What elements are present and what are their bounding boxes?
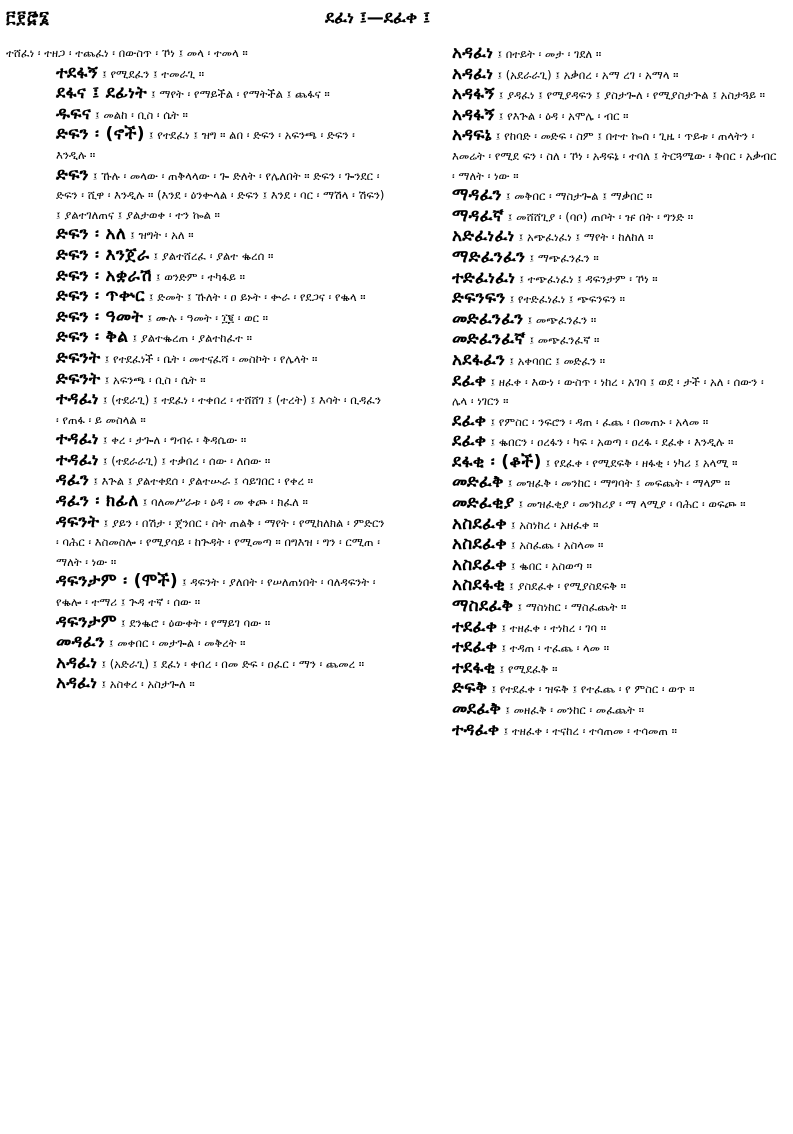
dictionary-entry: [6, 572, 386, 612]
entry-headword: ማድፈንፈን: [452, 246, 526, 267]
entry-headword: ተዳፈቀ: [452, 719, 500, 740]
entry-headword: ተደፋቂ: [452, 657, 496, 678]
entry-headword: ተዳፈነ: [56, 429, 99, 450]
entry-definition: ፤ የእጕል ፡ ዕዳ ፡ አሞሌ ፡ ብር ።: [498, 108, 629, 123]
dictionary-entry: [6, 674, 386, 695]
entry-definition: ፤ ተጭፈነፈነ ፤ ዳፍንታም ፡ ኾነ ።: [519, 271, 658, 286]
entry-headword: ደፈቀ: [452, 431, 487, 452]
dictionary-entry: [6, 308, 386, 329]
entry-headword: አዳፈነ: [56, 673, 98, 694]
entry-headword: መድፈቂያ: [452, 493, 515, 514]
entry-definition: ፤ ዘፈቀ ፡ እውነ ፡ ውስጥ ፡ ነከረ ፡ አገባ ፤ ወደ ፡ ታች ፡ አለ ፡ ሰውን ፡ ሌላ ፡ ነገርን ።: [452, 374, 764, 409]
dictionary-entry: [402, 700, 782, 721]
entry-headword: አስደፈቀ: [452, 554, 507, 575]
entry-definition: ፤ መጭፈንፈን ።: [527, 312, 597, 327]
entry-definition: ፤ አፍንጫ ፡ ቢስ ፡ ሴት ።: [104, 372, 206, 387]
entry-definition: ፤ የምስር ፡ ንፍሮን ፡ ዳጠ ፡ ፈጨ ፡ በመጠኑ ፡ አላመ ።: [490, 414, 709, 429]
entry-definition: ፤ መጭፈንፈኛ ።: [529, 333, 600, 348]
entry-definition: ፤ መሸሸጊያ ፡ (ባቦ) ጠቦት ፡ ዡ በት ፡ ግንድ ።: [507, 209, 694, 224]
entry-definition: ፤ (ተደራራጊ) ፤ ተቃበረ ፡ ሰው ፡ ለሰው ።: [102, 453, 271, 468]
entry-headword: ተደፈቀ: [452, 637, 498, 658]
entry-headword: መድፈንፈኛ: [452, 329, 526, 350]
dictionary-entry: [6, 246, 386, 267]
entry-headword: ተዳፈነ: [56, 389, 99, 410]
entry-headword: አዳፍኔ: [452, 125, 492, 146]
dictionary-entry: [402, 269, 782, 290]
entry-headword: ዳፈን ፡ ክፊለ: [56, 491, 139, 512]
entry-headword: ተድፈነፈነ: [452, 267, 516, 288]
dictionary-entry: [6, 451, 386, 472]
dictionary-entry: [6, 267, 386, 288]
entry-definition: ፤ ኹሉ ፡ መላው ፡ ጠቅላላው ፡ ጐ ድለት ፡ የሌለበት ። ድፍን ፡ ጐንደር ፡ ድፍን ፡ ሺዋ ፡ እንዲሉ ። (እንደ ፡ ዕንቍላል ፡ ድፍን ፤ እንደ ፡ ባር ፡ ማሽላ ፡ ሽፍን) ፤ ያልተገለጠና ፤ ያልታወቀ ፡ ተን ኰል ።: [56, 168, 385, 222]
entry-headword: ማስደፈቅ: [452, 596, 514, 617]
entry-definition: ፤ ተዘፈቀ ፡ ተነከረ ፡ ገባ ።: [501, 620, 607, 635]
entry-headword: መድፈንፈን: [452, 308, 524, 329]
dictionary-entry: [6, 64, 386, 85]
entry-headword: ተደፋኝ: [56, 62, 99, 83]
entry-headword: ደፋና ፤ ደፊነት: [56, 83, 147, 104]
dictionary-entry: [402, 515, 782, 536]
dictionary-entry: [402, 248, 782, 269]
dictionary-entry: [402, 556, 782, 577]
dictionary-entry: [402, 186, 782, 207]
entry-headword: ማዳፈኛ: [452, 205, 504, 226]
entry-definition: ፤ መዝፈቅ ፡ መንከር ፡ ማግባት ፤ መፍጨት ፡ ማላም ።: [507, 476, 731, 491]
dictionary-entry: [402, 432, 782, 453]
entry-headword: መዳፈን: [56, 632, 105, 653]
dictionary-entry: [402, 289, 782, 310]
entry-headword: ዳፍንታም ፡ (ሞች): [56, 571, 178, 592]
entry-definition: ተሸፈነ ፡ ተዘጋ ፡ ተጨፈነ ፡ በውስጥ ፡ ኾነ ፤ መላ ፡ ተመላ ።: [6, 46, 248, 60]
dictionary-entry: [402, 618, 782, 639]
entry-headword: አዳፈነ: [452, 44, 494, 63]
entry-headword: ዳፍንት: [56, 511, 100, 532]
dictionary-entry: [6, 370, 386, 391]
dictionary-entry: [6, 471, 386, 492]
dictionary-entry: [402, 535, 782, 556]
entry-definition: ፤ ያልተሸረፈ ፡ ያልተ ቈረሰ ።: [153, 248, 274, 263]
dictionary-entry: [6, 225, 386, 246]
dictionary-entry: [402, 412, 782, 433]
entry-headword: ድፍን ፡ እንጀራ: [56, 244, 150, 265]
entry-definition: ፤ ሙሉ ፡ ዓመት ፡ ፲፪ ፡ ወር ።: [147, 310, 269, 325]
entry-definition: ፤ የደፈቀ ፡ የሚደፍቅ ፡ ዘፋቂ ፡ ነካሪ ፤ አላሚ ።: [545, 455, 738, 470]
dictionary-entry: [402, 638, 782, 659]
entry-headword: አስደፈቀ: [452, 513, 507, 534]
dictionary-entry: [6, 287, 386, 308]
entry-definition: ፤ ደንቈሮ ፡ ዕውቀት ፡ የማይገ ባው ።: [120, 615, 271, 630]
dictionary-entry: [6, 328, 386, 349]
entry-definition: ፤ ድመት ፤ ኹለት ፡ ዐ ይኑት ፡ ቍራ ፡ የደጋና ፡ የቈላ ።: [148, 290, 366, 305]
entry-definition: ፤ አቀባበር ፤ መድፈን ።: [509, 353, 606, 368]
entry-definition: ፤ (አደራራጊ) ፤ አቃበረ ፡ አማ ረገ ፡ አማላ ።: [497, 67, 679, 82]
entry-definition: ፤ መዝፈቂያ ፡ መንከሪያ ፡ ማ ላሚያ ፡ ባሕር ፡ ወፍጮ ።: [518, 497, 746, 512]
dictionary-entry: [6, 166, 386, 226]
dictionary-entry: [402, 659, 782, 680]
dictionary-entry: [402, 330, 782, 351]
dictionary-entry: [6, 513, 386, 573]
entry-headword: ዳፈን: [56, 470, 90, 491]
entry-definition: ፤ አስነከረ ፡ አዘፈቀ ።: [510, 517, 599, 532]
entry-definition: ፤ ወንድም ፡ ተካፋይ ።: [155, 269, 245, 284]
entry-definition: ፤ የተደፈነች ፡ ቤት ፡ መተናፈሻ ፡ መስኮት ፡ የሌላት ።: [104, 351, 318, 366]
entry-definition: ፤ የከባድ ፡ መድፍ ፡ ስም ፤ በተተ ኰሰ ፡ ጊዜ ፡ ጥይቱ ፡ ጠላትን ፡ እመሬት ፡ የሚደ ፍን ፡ ስለ ፡ ኾነ ፡ አዳፍኔ ፡ ተባለ ፤ ትርጓሜው ፡ ቅበር ፡ አቃብር ፡ ማለት ፡ ነው ።: [452, 129, 777, 183]
dictionary-entry: [402, 44, 782, 65]
entry-definition: ፤ ያይን ፡ በሽታ ፡ ጀንበር ፡ ስት ጠልቅ ፡ ማየት ፡ የሚከለክል ፡ ምድርን ፡ ባሕር ፡ እስመስሎ ፡ የሚያሳይ ፡ ከጕዳት ፡ የሚመጣ ። በግእዝ ፡ ግን ፡ ርሚጠ ፡ ማለት ፡ ነው ።: [56, 515, 385, 569]
page-number: ፫፻፸፮: [6, 8, 51, 28]
entry-headword: ተደፈቀ: [452, 616, 498, 637]
entry-headword: ደፈቀ: [452, 370, 487, 391]
entry-headword: ዱፍና: [56, 103, 92, 124]
left-column: [6, 44, 386, 741]
entry-definition: ፤ በተይት ፡ መታ ፡ ገደለ ።: [497, 47, 602, 61]
entry-definition: ፤ ማየት ፡ የማይችል ፡ የማትችል ፤ ጨፋና ።: [151, 87, 330, 102]
dictionary-entry: [6, 430, 386, 451]
dictionary-entry: [402, 453, 782, 474]
dictionary-entry: [402, 494, 782, 515]
entry-headword: ድፍንፍን: [452, 288, 506, 309]
entry-headword: አድፈነፈነ: [452, 226, 515, 247]
entry-headword: ተዳፈነ: [56, 449, 99, 470]
entry-headword: ድፍን ፡ አቋራሽ: [56, 265, 152, 286]
dictionary-entry: [402, 351, 782, 372]
entry-definition: ፤ የሚደፈቅ ።: [499, 661, 558, 676]
entry-definition: ፤ የተድፈነፈነ ፤ ጭፍንፍን ።: [509, 292, 626, 307]
columns: [6, 44, 785, 741]
entry-definition: ፤ የተደፈነ ፤ ዝግ ። ልበ ፡ ድፍን ፡ አፍንጫ ፡ ድፍን ፡ እንዲሉ ።: [56, 128, 355, 162]
entry-definition: ፤ ያልተቈረጠ ፡ ያልተከፈተ ።: [132, 331, 252, 346]
entry-headword: አደፋፈን: [452, 349, 506, 370]
entry-definition: ፤ የተደፈቀ ፡ ዝፍቅ ፤ የተፈጨ ፡ የ ምስር ፡ ወጥ ።: [491, 682, 695, 697]
entry-definition: ፤ ዳፍንት ፡ ያለበት ፡ የሠለጠነበት ፡ ባለዳፍንት ፡ የቈሎ ፡ ተማሪ ፤ ጕዳ ተኛ ፡ ሰው ።: [56, 575, 376, 610]
entry-headword: መደፈቅ: [452, 699, 502, 719]
entry-headword: አዳፈነ: [56, 652, 98, 673]
entry-headword: ድፍንት: [56, 347, 101, 368]
entry-definition: ፤ መልከ ፡ ቢስ ፡ ሴት ።: [95, 107, 188, 122]
entry-headword: አስደፈቀ: [452, 534, 507, 555]
entry-definition: ፤ ማጭፈንፈን ።: [529, 250, 599, 265]
entry-definition: ፤ ባለመሥራቱ ፡ ዕዳ ፡ መ ቀጮ ፡ ክፈለ ።: [142, 495, 308, 510]
entry-definition: ፤ ተዘፈቀ ፡ ተናከረ ፡ ተሳጠመ ፡ ተሳመጠ ።: [503, 723, 677, 738]
dictionary-entry: [402, 106, 782, 127]
entry-headword: ድፍን ፡ ዓመት: [56, 306, 144, 327]
entry-definition: ፤ የሚደፈን ፤ ተመራጊ ።: [102, 66, 205, 81]
dictionary-entry: [6, 44, 386, 64]
dictionary-entry: [402, 85, 782, 106]
entry-definition: ፤ እጕል ፤ ያልተቀደሰ ፡ ያልተሡራ ፤ ሳይገበር ፡ የቀረ ።: [93, 474, 314, 489]
dictionary-entry: [402, 721, 782, 742]
dictionary-entry: [6, 390, 386, 430]
entry-headword: ድፍን: [56, 164, 89, 185]
dictionary-entry: [6, 654, 386, 675]
entry-headword: ድፍንት: [56, 368, 101, 389]
running-title: ደፈነ ፤—ደፈቀ ፤: [325, 8, 431, 28]
dictionary-entry: [402, 207, 782, 228]
entry-definition: ፤ ዝግት ፡ አለ ።: [130, 228, 194, 243]
entry-definition: ፤ ያዳፈነ ፤ የሚያዳፍን ፤ ያስታጐለ ፡ የሚያስታጕል ፤ አስታጓይ ።: [498, 88, 766, 103]
entry-headword: ድፍን ፡ (ኖች): [56, 124, 145, 145]
entry-headword: አስደፋቂ: [452, 575, 506, 596]
entry-definition: ፤ ተዳጠ ፡ ተፈጨ ፡ ላመ ።: [501, 641, 610, 656]
entry-headword: አዳፋኝ: [452, 84, 495, 105]
dictionary-entry: [402, 372, 782, 412]
dictionary-entry: [6, 492, 386, 513]
dictionary-entry: [402, 65, 782, 86]
dictionary-entry: [6, 349, 386, 370]
entry-headword: ድፍቅ: [452, 678, 488, 699]
entry-definition: ፤ (አድራጊ) ፤ ደፈነ ፡ ቀበረ ፡ በመ ድፍ ፡ ዐፈር ፡ ማን ፡ ጨመረ ።: [101, 656, 365, 671]
entry-headword: ድፍን ፡ ቅል: [56, 327, 129, 348]
entry-headword: ድፍን ፡ ጥቍር: [56, 286, 145, 307]
entry-headword: ደፋቂ ፡ (ቆች): [452, 451, 542, 472]
dictionary-entry: [402, 576, 782, 597]
dictionary-entry: [402, 679, 782, 700]
entry-definition: ፤ ያስደፈቀ ፡ የሚያስደፍቅ ።: [509, 579, 627, 594]
entry-definition: ፤ መቀበር ፡ መታጐል ፡ መቅረት ።: [108, 636, 246, 651]
dictionary-entry: [402, 126, 782, 186]
entry-definition: ፤ ቈበር ፡ አስወጣ ።: [510, 558, 592, 573]
entry-headword: ድፍን ፡ አለ: [56, 224, 127, 245]
entry-headword: ማዳፈን: [452, 185, 502, 206]
dictionary-entry: [6, 125, 386, 165]
dictionary-entry: [6, 633, 386, 654]
entry-definition: ፤ (ተደራጊ) ፤ ተደፈነ ፡ ተቀበረ ፡ ተሸሸገ ፤ (ተረት) ፤ እሳት ፡ ቢዳፈን ፡ የጠፋ ፡ ይ መስላል ።: [56, 393, 381, 427]
entry-headword: ዳፍንታም: [56, 611, 117, 632]
dictionary-entry: [6, 613, 386, 634]
entry-headword: ደፈቀ: [452, 410, 487, 431]
dictionary-entry: [402, 597, 782, 618]
dictionary-entry: [402, 310, 782, 331]
dictionary-entry: [6, 84, 386, 105]
entry-definition: ፤ ቈበርን ፡ ዐረፋን ፡ ካፍ ፡ አወጣ ፡ ዐረፋ ፡ ደፈቀ ፡ እንዲሉ ።: [490, 435, 734, 450]
entry-definition: ፤ አስፈጨ ፡ አስላመ ።: [510, 538, 604, 553]
dictionary-entry: [6, 105, 386, 126]
entry-headword: መድፈቅ: [452, 472, 504, 493]
entry-definition: ፤ ቀረ ፡ ታጐለ ፡ ግብሩ ፡ ቅዳሴው ።: [102, 433, 247, 448]
right-column: [402, 44, 782, 741]
entry-definition: ፤ አስቀረ ፡ አስታጐለ ።: [101, 677, 195, 692]
entry-definition: ፤ መቅበር ፡ ማስታጐል ፤ ማቃበር ።: [505, 189, 653, 204]
dictionary-entry: [402, 227, 782, 248]
entry-headword: አዳፋኝ: [452, 104, 495, 125]
entry-definition: ፤ አጭፈነፈነ ፤ ማየት ፡ ከለከለ ።: [518, 230, 654, 245]
running-head: [6, 8, 785, 34]
entry-headword: አዳፈነ: [452, 63, 494, 84]
entry-definition: ፤ ማስነከር ፡ ማስፈጨት ።: [517, 600, 627, 615]
dictionary-entry: [402, 473, 782, 494]
entry-definition: ፤ መዘፈቅ ፡ መንከር ፡ መፈጨት ።: [505, 703, 644, 717]
